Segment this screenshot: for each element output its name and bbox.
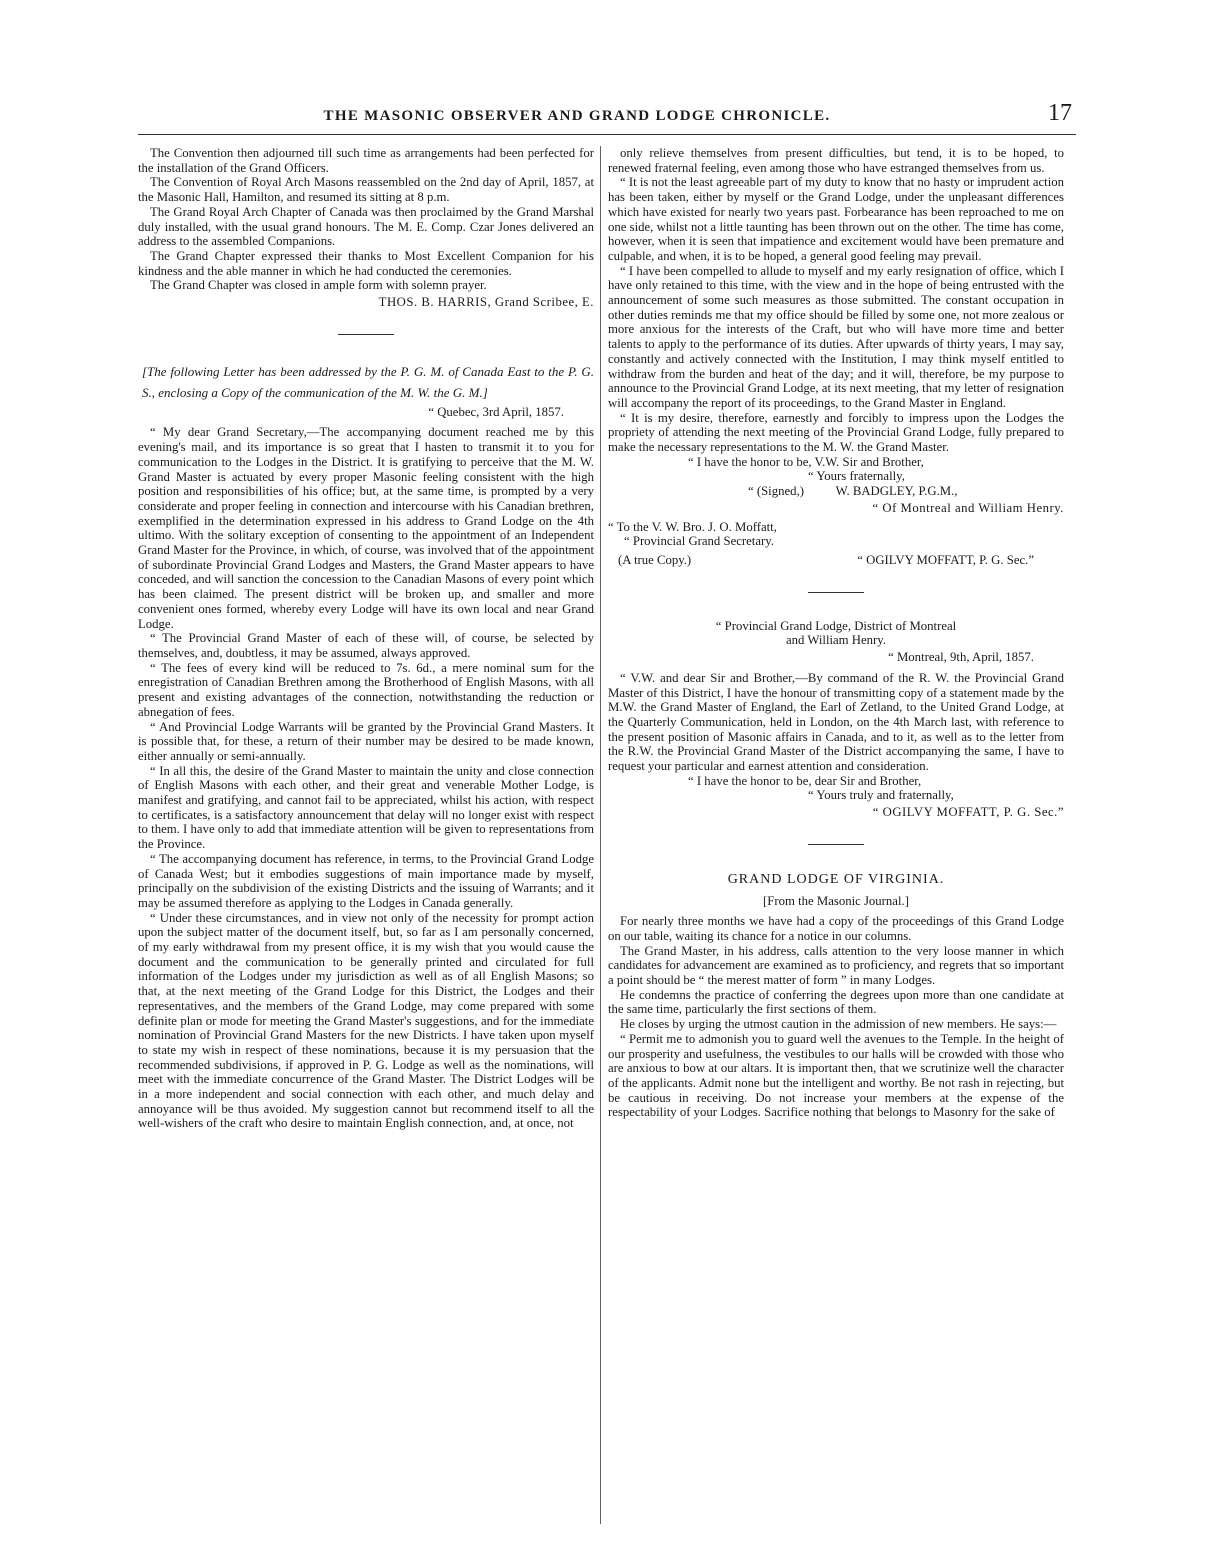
paragraph: He condemns the practice of conferring the degrees upon more than one candidate at the same time, particularly the first sections of them. <box>608 987 1064 1017</box>
paragraph: “ V.W. and dear Sir and Brother,—By command of the R. W. the Provincial Grand Master of this District, I have the honour of transmitting copy of a statement made by the M.W. the Grand Master of England, the Earl of Zetland, to the United Grand Lodge, at the Quarterly Communication, held in London, on the 4th March last, with reference to the present position of Masonic affairs in Canada, and to it, as well as to the letter from the R.W. the Provincial Grand Master of the District accompanying the same, I have to request your particular and earnest attention and consideration. <box>608 670 1064 774</box>
editorial-note: [The following Letter has been addressed by the P. G. M. of Canada East to the P. G. S., enclosing a Copy of the communication of the M. W. the G. M.] <box>142 363 594 400</box>
signed-name: W. BADGLEY, P.G.M., <box>835 484 958 499</box>
column-divider <box>600 146 601 1524</box>
paragraph: “ My dear Grand Secretary,—The accompanying document reached me by this evening's mail, and its importance is so great that I hasten to transmit it to you for communication to the Lodges in the District. It is gratifying to perceive that the M. W. Grand Master is actuated by every proper Masonic feeling consistent with the high position and responsibilities of his office; but, at the same time, is prompted by a very considerate and proper feeling in connection and intercourse with his Canadian brethren, exemplified in the determination expressed in his address to Grand Lodge on the 4th ultimo. With the solitary exception of consenting to the appointment of an Independent Grand Master for the Province, in which, of course, was involved that of the appointment of subordinate Provincial Grand Lodges and Masters, the Grand Master appears to have conceded, and will sanction the concession to the Canadian Masons of every point which has been claimed. The present district will be broken up, and smaller and more convenient ones formed, whereby every Lodge will have its own local and near Grand Lodge. <box>138 425 594 631</box>
closing-line: “ Yours truly and fraternally, <box>808 788 954 803</box>
signed-line <box>608 484 1064 499</box>
signature-moffatt: “ OGILVY MOFFATT, P. G. Sec.” <box>872 805 1064 820</box>
signature-moffatt: “ OGILVY MOFFATT, P. G. Sec.” <box>857 552 1034 567</box>
paragraph: The Grand Chapter was closed in ample form with solemn prayer. <box>150 278 487 293</box>
signature-harris: THOS. B. HARRIS, Grand Scribee, E. <box>378 295 594 310</box>
paragraph: The Convention of Royal Arch Masons reassembled on the 2nd day of April, 1857, at the Masonic Hall, Hamilton, and resumed its sitting at 8 p.m. <box>138 175 594 205</box>
paragraph: “ Permit me to admonish you to guard well the avenues to the Temple. In the height of our prosperity and usefulness, the vestibules to our halls will be crowded with those who are anxious to bow at our altars. It is important then, that we scrutinize well the character of the applicants. Admit none but the intelligent and worthy. Be not rash in rejecting, but be cautious in receiving. Do not increase your members at the expense of the respectability of your Lodges. Sacrifice nothing that belongs to Masonry for the sake of <box>608 1031 1064 1120</box>
section-heading: GRAND LODGE OF VIRGINIA. <box>727 871 945 887</box>
section-source: [From the Masonic Journal.] <box>763 893 909 908</box>
paragraph: For nearly three months we have had a copy of the proceedings of this Grand Lodge on our table, waiting its chance for a notice in our columns. <box>608 914 1064 943</box>
right-column <box>608 146 1064 1524</box>
paragraph: The Grand Chapter expressed their thanks to Most Excellent Companion for his kindness and the able manner in which he had conducted the ceremonies. <box>138 248 594 278</box>
paragraph: “ The accompanying document has reference, in terms, to the Provincial Grand Lodge of Canada West; but it embodies suggestions of main importance made by myself, principally on the subdivision of the existing Districts and the issuing of Warrants; and it may be assumed therefore as applying to the Lodges in Canada generally. <box>138 851 594 910</box>
paragraph: “ And Provincial Lodge Warrants will be granted by the Provincial Grand Masters. It is possible that, for these, a return of their number may be desired to be made known, either annually or semi-annually. <box>138 719 594 763</box>
section-divider <box>808 592 864 593</box>
letter-date: “ Montreal, 9th, April, 1857. <box>888 650 1034 665</box>
addressee: “ To the V. W. Bro. J. O. Moffatt, <box>608 519 777 534</box>
closing-line: “ I have the honor to be, dear Sir and Brother, <box>688 773 922 788</box>
section-divider <box>808 844 864 845</box>
true-copy-label: (A true Copy.) <box>618 552 692 567</box>
signer-title: “ Of Montreal and William Henry. <box>872 500 1064 515</box>
addressee-title: “ Provincial Grand Secretary. <box>624 534 774 549</box>
section-divider <box>338 334 394 335</box>
paragraph: The Grand Royal Arch Chapter of Canada was then proclaimed by the Grand Marshal duly installed, with the usual grand honours. The M. E. Comp. Czar Jones delivered an address to the assembled Companions. <box>138 204 594 249</box>
header-rule <box>138 134 1076 135</box>
letter-date: “ Quebec, 3rd April, 1857. <box>428 404 564 419</box>
paragraph: “ In all this, the desire of the Grand Master to maintain the unity and close connection of English Masons with each other, and their great and venerable Mother Lodge, is manifest and gratifying, and cannot fail to be appreciated, whilst his action, with respect to certificates, is a satisfactory announcement that delay will no longer exist with respect to them. I have only to add that immediate attention will be given to representations from the Province. <box>138 763 594 852</box>
paragraph: “ Under these circumstances, and in view not only of the necessity for prompt action upon the subject matter of the document itself, but, so far as I am personally concerned, of my early withdrawal from my present office, it is my wish that you would cause the document and the communication to be generally printed and circulated for full information of the Lodges under my jurisdiction as well as of all English Masons; so that, at the next meeting of the Grand Lodge for this District, the Lodges and their representatives, and the members of the Grand Lodge, may come prepared with some definite plan or mode for meeting the Grand Master's suggestions, and for the immediate nomination of Provincial Grand Masters for the new Districts. I have taken upon myself to state my wish in respect of these nominations, because it is my persuasion that the recommended subdivisions, if approved in P. G. Lodge as well as the nominations, will meet with the immediate concurrence of the Grand Master. The District Lodges will be in a more independent and social connection with each other, and much delay and annoyance will be thus avoided. My suggestion cannot but recommend itself to all the well-wishers of the craft who desire to maintain English connection, and, at once, not <box>138 910 594 1131</box>
paragraph: The Grand Master, in his address, calls attention to the very loose manner in which candidates for advancement are examined as to proficiency, and regrets that so important a point should be “ the merest matter of form ” in many Lodges. <box>608 943 1064 988</box>
paragraph: “ The fees of every kind will be reduced to 7s. 6d., a mere nominal sum for the enregistration of Canadian Brethren among the Brotherhood of English Masons, with all present and existing advantages of the connection, notwithstanding the reduction or abnegation of fees. <box>138 660 594 719</box>
closing-line: “ I have the honor to be, V.W. Sir and Brother, <box>688 454 924 469</box>
paragraph: only relieve themselves from present difficulties, but tend, it is to be hoped, to renewed fraternal feeling, even among those who have estranged themselves from us. <box>608 146 1064 175</box>
paragraph: He closes by urging the utmost caution in the admission of new members. He says:— <box>620 1017 1057 1032</box>
paragraph: “ It is not the least agreeable part of my duty to know that no hasty or imprudent action has been taken, either by myself or the Grand Lodge, under the unpleasant differences which have existed for nearly two years past. Forbearance has been reproached to me on one side, whilst not a little taunting has been thrown out on the other. The time has come, however, when it is seen that impatience and excitement would have been premature and culpable, and when, it is to be hoped, a general good feeling may prevail. <box>608 175 1064 263</box>
closing-line: “ Yours fraternally, <box>808 469 905 484</box>
paragraph: “ I have been compelled to allude to myself and my early resignation of office, which I have only retained to this time, with the view and in the hope of being entrusted with the announcement of some such measures as those submitted. The constant occupation in other duties reminds me that my office should be filled by some one, not more zealous or more anxious for the interests of the Craft, but who will have more time and better talents to apply to the performance of its duties. After upwards of thirty years, I may say, constantly and actively connected with the Institution, I may think myself entitled to withdraw from the burden and heat of the day; and it will, therefore, be my purpose to announce to the Provincial Grand Lodge, at its next meeting, that my letter of resignation will accompany the report of its proceedings, to the Grand Master in England. <box>608 263 1064 410</box>
page-number: 17 <box>1048 100 1072 126</box>
running-title: THE MASONIC OBSERVER AND GRAND LODGE CHRONICLE. <box>323 108 831 124</box>
letter-address: “ Provincial Grand Lodge, District of Montreal <box>715 618 957 633</box>
paragraph: “ The Provincial Grand Master of each of these will, of course, be selected by themselves, and, doubtless, it may be assumed, always approved. <box>138 631 594 660</box>
paragraph: “ It is my desire, therefore, earnestly and forcibly to impress upon the Lodges the propriety of attending the next meeting of the Provincial Grand Lodge, fully prepared to make the necessary representations to the M. W. the Grand Master. <box>608 410 1064 455</box>
left-column <box>138 146 594 1524</box>
signed-label: “ (Signed,) <box>748 484 804 499</box>
paragraph: The Convention then adjourned till such time as arrangements had been perfected for the installation of the Grand Officers. <box>138 146 594 175</box>
letter-address: and William Henry. <box>785 633 887 648</box>
page-header <box>138 100 1076 134</box>
true-copy-line <box>608 553 1064 568</box>
